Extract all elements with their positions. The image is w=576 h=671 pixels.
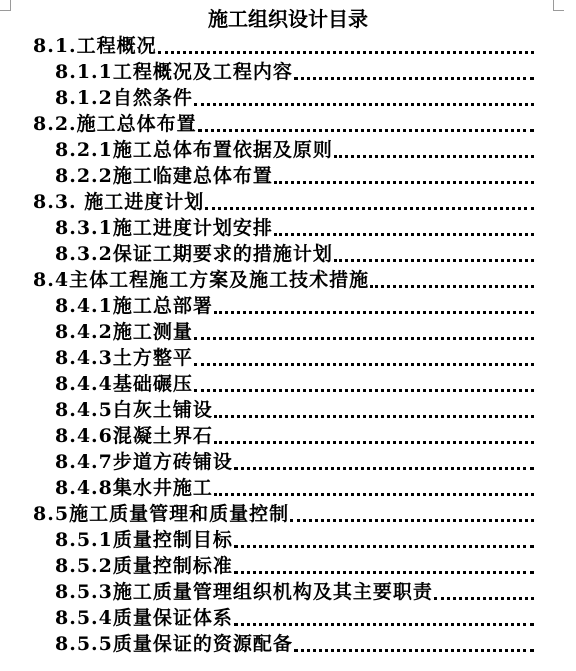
toc-dot-leader <box>334 155 534 158</box>
toc-entry-number: 8.5.5 <box>55 633 113 655</box>
toc-dot-leader <box>234 623 534 626</box>
toc-subsection-entry[interactable] <box>55 343 534 369</box>
toc-subsection-entry[interactable] <box>55 603 534 629</box>
toc-subsection-entry[interactable] <box>55 369 534 395</box>
toc-entry-number: 8.4 <box>33 269 70 291</box>
toc-dot-leader <box>158 51 534 54</box>
toc-subsection-entry[interactable] <box>55 421 534 447</box>
toc-entry-text: 施工总体布置 <box>76 113 197 135</box>
toc-entry-number: 8.2.2 <box>55 165 113 187</box>
toc-entry-number: 8.3.2 <box>55 243 113 265</box>
toc-entry-text: 集水井施工 <box>112 477 213 499</box>
toc-entry-text: 主体工程施工方案及施工技术措施 <box>69 269 370 291</box>
toc-entry-number: 8.5.2 <box>55 555 113 577</box>
toc-dot-leader <box>294 77 534 80</box>
toc-dot-leader <box>370 285 534 288</box>
toc-entry-text: 质量控制目标 <box>112 529 233 551</box>
toc-subsection-entry[interactable] <box>55 317 534 343</box>
toc-subsection-entry[interactable] <box>55 135 534 161</box>
toc-dot-leader <box>234 467 534 470</box>
toc-entry-text: 白灰土铺设 <box>112 399 213 421</box>
toc-entry-text: 土方整平 <box>112 347 193 369</box>
toc-dot-leader <box>214 415 534 418</box>
toc-entry-number: 8.1. <box>33 35 77 57</box>
toc-entry-text: 施工临建总体布置 <box>112 165 273 187</box>
toc-entry-number: 8.4.6 <box>55 425 113 447</box>
toc-entry-text: 工程概况 <box>76 35 157 57</box>
toc-entry-number: 8.5.1 <box>55 529 113 551</box>
toc-entry-text: 施工质量管理组织机构及其主要职责 <box>112 581 433 603</box>
toc-dot-leader <box>434 597 534 600</box>
toc-dot-leader <box>214 311 534 314</box>
toc-subsection-entry[interactable] <box>55 551 534 577</box>
toc-entry-text: 施工总体布置依据及原则 <box>112 139 333 161</box>
toc-subsection-entry[interactable] <box>55 239 534 265</box>
toc-entry-number: 8.2. <box>33 113 77 135</box>
toc-section-entry[interactable] <box>33 265 534 291</box>
toc-entry-text: 自然条件 <box>112 87 193 109</box>
toc-entry-number: 8.4.2 <box>55 321 113 343</box>
toc-entry-text: 混凝土界石 <box>112 425 213 447</box>
toc-dot-leader <box>214 441 534 444</box>
toc-entry-number: 8.5.4 <box>55 607 113 629</box>
toc-entry-text: 施工进度计划 <box>76 191 205 213</box>
toc-subsection-entry[interactable] <box>55 213 534 239</box>
toc-dot-leader <box>334 259 534 262</box>
toc-section-entry[interactable] <box>33 187 534 213</box>
toc-section-entry[interactable] <box>33 499 534 525</box>
toc-entry-text: 施工进度计划安排 <box>112 217 273 239</box>
toc-subsection-entry[interactable] <box>55 447 534 473</box>
toc-dot-leader <box>194 363 534 366</box>
toc-subsection-entry[interactable] <box>55 83 534 109</box>
toc-entry-number: 8.5 <box>33 503 70 525</box>
toc-entry-text: 步道方砖铺设 <box>112 451 233 473</box>
toc-dot-leader <box>274 233 534 236</box>
toc-entry-text: 基础碾压 <box>112 373 193 395</box>
toc-dot-leader <box>194 103 534 106</box>
toc-entry-number: 8.4.3 <box>55 347 113 369</box>
toc-entry-text: 施工测量 <box>112 321 193 343</box>
toc-section-entry[interactable] <box>33 109 534 135</box>
toc-entry-number: 8.1.2 <box>55 87 113 109</box>
toc-entry-number: 8.2.1 <box>55 139 113 161</box>
toc-entry-number: 8.1.1 <box>55 61 113 83</box>
toc-subsection-entry[interactable] <box>55 395 534 421</box>
toc-entry-number: 8.3. <box>33 191 77 213</box>
toc-dot-leader <box>290 519 534 522</box>
toc-title: 施工组织设计目录 <box>208 7 368 31</box>
toc-entry-number: 8.3.1 <box>55 217 113 239</box>
toc-dot-leader <box>194 389 534 392</box>
toc-entry-text: 质量控制标准 <box>112 555 233 577</box>
toc-dot-leader <box>274 181 534 184</box>
toc-entry-number: 8.4.8 <box>55 477 113 499</box>
toc-section-entry[interactable] <box>33 31 534 57</box>
toc-dot-leader <box>214 493 534 496</box>
toc-subsection-entry[interactable] <box>55 57 534 83</box>
toc-dot-leader <box>205 207 534 210</box>
toc-entry-text: 质量保证的资源配备 <box>112 633 293 655</box>
toc-subsection-entry[interactable] <box>55 629 534 655</box>
toc-entry-number: 8.4.4 <box>55 373 113 395</box>
toc-entry-text: 质量保证体系 <box>112 607 233 629</box>
toc-entry-number: 8.4.1 <box>55 295 113 317</box>
toc-subsection-entry[interactable] <box>55 473 534 499</box>
toc-entry-number: 8.4.7 <box>55 451 113 473</box>
toc-entry-text: 施工总部署 <box>112 295 213 317</box>
toc-entry-number: 8.5.3 <box>55 581 113 603</box>
toc-dot-leader <box>194 337 534 340</box>
toc-dot-leader <box>234 545 534 548</box>
toc-subsection-entry[interactable] <box>55 577 534 603</box>
toc-entry-text: 施工质量管理和质量控制 <box>69 503 290 525</box>
toc-dot-leader <box>234 571 534 574</box>
toc-dot-leader <box>294 649 534 652</box>
toc-entry-number: 8.4.5 <box>55 399 113 421</box>
toc-subsection-entry[interactable] <box>55 291 534 317</box>
toc-subsection-entry[interactable] <box>55 525 534 551</box>
toc-subsection-entry[interactable] <box>55 161 534 187</box>
toc-dot-leader <box>198 129 534 132</box>
toc-entry-text: 工程概况及工程内容 <box>112 61 293 83</box>
toc-entry-text: 保证工期要求的措施计划 <box>112 243 333 265</box>
